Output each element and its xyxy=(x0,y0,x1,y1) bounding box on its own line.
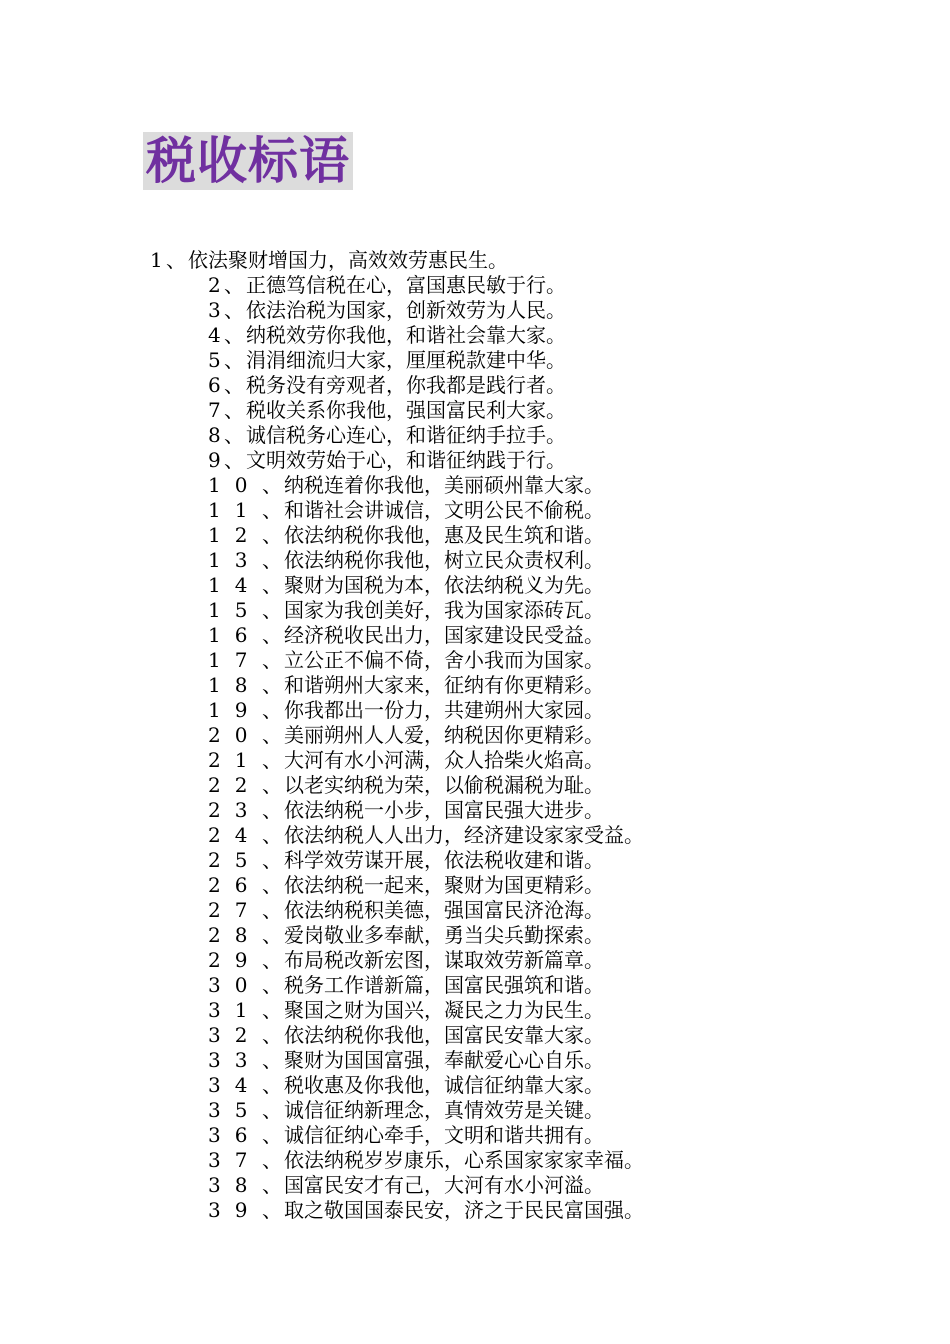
list-item xyxy=(0,1073,950,1098)
slogan-separator: 、 xyxy=(262,973,282,997)
list-item xyxy=(0,423,950,448)
slogan-text: 你我都出一份力，共建朔州大家园。 xyxy=(284,698,604,722)
slogan-number: 21 xyxy=(208,748,262,772)
slogan-separator: 、 xyxy=(262,923,282,947)
list-item xyxy=(0,1148,950,1173)
slogan-text: 聚财为国国富强，奉献爱心心自乐。 xyxy=(284,1048,604,1072)
slogan-number: 22 xyxy=(208,773,262,797)
slogan-text: 诚信征纳心牵手，文明和谐共拥有。 xyxy=(284,1123,604,1147)
slogan-number: 39 xyxy=(208,1198,262,1222)
list-item xyxy=(0,323,950,348)
list-item xyxy=(0,573,950,598)
list-item xyxy=(0,998,950,1023)
slogan-number: 16 xyxy=(208,623,262,647)
slogan-number: 9 xyxy=(208,448,221,472)
list-item xyxy=(0,1173,950,1198)
slogan-separator: 、 xyxy=(262,573,282,597)
list-item xyxy=(0,348,950,373)
list-item xyxy=(0,798,950,823)
slogan-separator: 、 xyxy=(262,898,282,922)
slogan-number: 20 xyxy=(208,723,262,747)
slogan-number: 10 xyxy=(208,473,262,497)
slogan-text: 税务没有旁观者，你我都是践行者。 xyxy=(246,373,566,397)
slogan-separator: 、 xyxy=(224,398,244,422)
slogan-text: 纳税效劳你我他，和谐社会靠大家。 xyxy=(246,323,566,347)
slogan-number: 12 xyxy=(208,523,262,547)
list-item xyxy=(0,1123,950,1148)
slogan-text: 依法治税为国家，创新效劳为人民。 xyxy=(246,298,566,322)
slogan-number: 34 xyxy=(208,1073,262,1097)
slogan-text: 大河有水小河满，众人拾柴火焰高。 xyxy=(284,748,604,772)
slogan-number: 19 xyxy=(208,698,262,722)
slogan-separator: 、 xyxy=(262,823,282,847)
slogan-number: 35 xyxy=(208,1098,262,1122)
slogan-number: 11 xyxy=(208,498,262,522)
list-item xyxy=(0,598,950,623)
slogan-text: 取之敬国国泰民安，济之于民民富国强。 xyxy=(284,1198,644,1222)
slogan-text: 和谐社会讲诚信，文明公民不偷税。 xyxy=(284,498,604,522)
slogan-separator: 、 xyxy=(224,448,244,472)
slogan-text: 纳税连着你我他，美丽硕州靠大家。 xyxy=(284,473,604,497)
slogan-text: 依法聚财增国力，高效效劳惠民生。 xyxy=(188,248,508,272)
slogan-separator: 、 xyxy=(224,323,244,347)
slogan-text: 科学效劳谋开展，依法税收建和谐。 xyxy=(284,848,604,872)
slogan-text: 依法纳税一起来，聚财为国更精彩。 xyxy=(284,873,604,897)
slogan-text: 爱岗敬业多奉献，勇当尖兵勤探索。 xyxy=(284,923,604,947)
slogan-text: 国富民安才有己，大河有水小河溢。 xyxy=(284,1173,604,1197)
slogan-text: 依法纳税岁岁康乐，心系国家家家幸福。 xyxy=(284,1148,644,1172)
slogan-number: 25 xyxy=(208,848,262,872)
slogan-separator: 、 xyxy=(262,1198,282,1222)
list-item xyxy=(0,898,950,923)
slogan-number: 5 xyxy=(208,348,221,372)
slogan-text: 聚财为国税为本，依法纳税义为先。 xyxy=(284,573,604,597)
slogan-text: 依法纳税你我他，惠及民生筑和谐。 xyxy=(284,523,604,547)
page-title: 税收标语 xyxy=(143,132,353,190)
slogan-number: 4 xyxy=(208,323,221,347)
slogan-number: 13 xyxy=(208,548,262,572)
slogan-separator: 、 xyxy=(262,473,282,497)
slogan-separator: 、 xyxy=(166,248,186,272)
slogan-separator: 、 xyxy=(262,948,282,972)
slogan-text: 聚国之财为国兴，凝民之力为民生。 xyxy=(284,998,604,1022)
slogan-text: 正德笃信税在心，富国惠民敏于行。 xyxy=(246,273,566,297)
slogan-number: 7 xyxy=(208,398,221,422)
slogan-separator: 、 xyxy=(262,1123,282,1147)
list-item xyxy=(0,923,950,948)
list-item xyxy=(0,1098,950,1123)
slogan-list xyxy=(0,248,950,1223)
slogan-number: 30 xyxy=(208,973,262,997)
slogan-number: 23 xyxy=(208,798,262,822)
slogan-number: 3 xyxy=(208,298,221,322)
slogan-separator: 、 xyxy=(262,1023,282,1047)
slogan-text: 诚信税务心连心，和谐征纳手拉手。 xyxy=(246,423,566,447)
slogan-separator: 、 xyxy=(262,1148,282,1172)
list-item xyxy=(0,548,950,573)
slogan-number: 28 xyxy=(208,923,262,947)
list-item xyxy=(0,673,950,698)
list-item xyxy=(0,1048,950,1073)
slogan-separator: 、 xyxy=(262,598,282,622)
slogan-number: 36 xyxy=(208,1123,262,1147)
slogan-text: 依法纳税你我他，国富民安靠大家。 xyxy=(284,1023,604,1047)
list-item xyxy=(0,698,950,723)
list-item xyxy=(0,398,950,423)
slogan-text: 税收关系你我他，强国富民利大家。 xyxy=(246,398,566,422)
slogan-number: 29 xyxy=(208,948,262,972)
slogan-text: 依法纳税一小步，国富民强大进步。 xyxy=(284,798,604,822)
slogan-text: 依法纳税人人出力，经济建设家家受益。 xyxy=(284,823,644,847)
slogan-number: 6 xyxy=(208,373,221,397)
slogan-text: 和谐朔州大家来，征纳有你更精彩。 xyxy=(284,673,604,697)
slogan-separator: 、 xyxy=(262,623,282,647)
list-item xyxy=(0,973,950,998)
slogan-separator: 、 xyxy=(262,1073,282,1097)
slogan-text: 布局税改新宏图，谋取效劳新篇章。 xyxy=(284,948,604,972)
list-item xyxy=(0,248,950,273)
list-item xyxy=(0,298,950,323)
slogan-text: 依法纳税积美德，强国富民济沧海。 xyxy=(284,898,604,922)
slogan-text: 文明效劳始于心，和谐征纳践于行。 xyxy=(246,448,566,472)
slogan-separator: 、 xyxy=(262,648,282,672)
list-item xyxy=(0,1023,950,1048)
slogan-separator: 、 xyxy=(262,523,282,547)
slogan-text: 经济税收民出力，国家建设民受益。 xyxy=(284,623,604,647)
slogan-number: 31 xyxy=(208,998,262,1022)
list-item xyxy=(0,873,950,898)
slogan-separator: 、 xyxy=(262,673,282,697)
slogan-text: 国家为我创美好，我为国家添砖瓦。 xyxy=(284,598,604,622)
slogan-text: 立公正不偏不倚，舍小我而为国家。 xyxy=(284,648,604,672)
slogan-number: 38 xyxy=(208,1173,262,1197)
slogan-text: 以老实纳税为荣，以偷税漏税为耻。 xyxy=(284,773,604,797)
list-item xyxy=(0,373,950,398)
slogan-text: 税务工作谱新篇，国富民强筑和谐。 xyxy=(284,973,604,997)
slogan-number: 17 xyxy=(208,648,262,672)
slogan-separator: 、 xyxy=(262,698,282,722)
slogan-separator: 、 xyxy=(262,798,282,822)
list-item xyxy=(0,448,950,473)
list-item xyxy=(0,523,950,548)
slogan-separator: 、 xyxy=(262,848,282,872)
slogan-separator: 、 xyxy=(262,498,282,522)
slogan-separator: 、 xyxy=(262,873,282,897)
list-item xyxy=(0,273,950,298)
slogan-text: 依法纳税你我他，树立民众责权利。 xyxy=(284,548,604,572)
slogan-separator: 、 xyxy=(224,423,244,447)
slogan-number: 37 xyxy=(208,1148,262,1172)
slogan-separator: 、 xyxy=(262,773,282,797)
slogan-number: 24 xyxy=(208,823,262,847)
list-item xyxy=(0,773,950,798)
slogan-separator: 、 xyxy=(262,748,282,772)
slogan-separator: 、 xyxy=(262,1098,282,1122)
list-item xyxy=(0,723,950,748)
list-item xyxy=(0,473,950,498)
slogan-text: 美丽朔州人人爱，纳税因你更精彩。 xyxy=(284,723,604,747)
slogan-separator: 、 xyxy=(224,348,244,372)
slogan-separator: 、 xyxy=(224,273,244,297)
slogan-number: 14 xyxy=(208,573,262,597)
slogan-number: 27 xyxy=(208,898,262,922)
list-item xyxy=(0,1198,950,1223)
slogan-number: 8 xyxy=(208,423,221,447)
slogan-separator: 、 xyxy=(262,1173,282,1197)
slogan-separator: 、 xyxy=(262,723,282,747)
list-item xyxy=(0,823,950,848)
slogan-text: 税收惠及你我他，诚信征纳靠大家。 xyxy=(284,1073,604,1097)
slogan-separator: 、 xyxy=(224,373,244,397)
slogan-separator: 、 xyxy=(262,998,282,1022)
slogan-number: 15 xyxy=(208,598,262,622)
slogan-number: 26 xyxy=(208,873,262,897)
slogan-text: 诚信征纳新理念，真情效劳是关键。 xyxy=(284,1098,604,1122)
slogan-text: 涓涓细流归大家，厘厘税款建中华。 xyxy=(246,348,566,372)
list-item xyxy=(0,498,950,523)
slogan-separator: 、 xyxy=(262,1048,282,1072)
slogan-number: 33 xyxy=(208,1048,262,1072)
list-item xyxy=(0,948,950,973)
slogan-separator: 、 xyxy=(262,548,282,572)
slogan-separator: 、 xyxy=(224,298,244,322)
list-item xyxy=(0,848,950,873)
list-item xyxy=(0,623,950,648)
slogan-number: 18 xyxy=(208,673,262,697)
list-item xyxy=(0,748,950,773)
slogan-number: 2 xyxy=(208,273,221,297)
list-item xyxy=(0,648,950,673)
slogan-number: 1 xyxy=(150,248,163,272)
slogan-number: 32 xyxy=(208,1023,262,1047)
